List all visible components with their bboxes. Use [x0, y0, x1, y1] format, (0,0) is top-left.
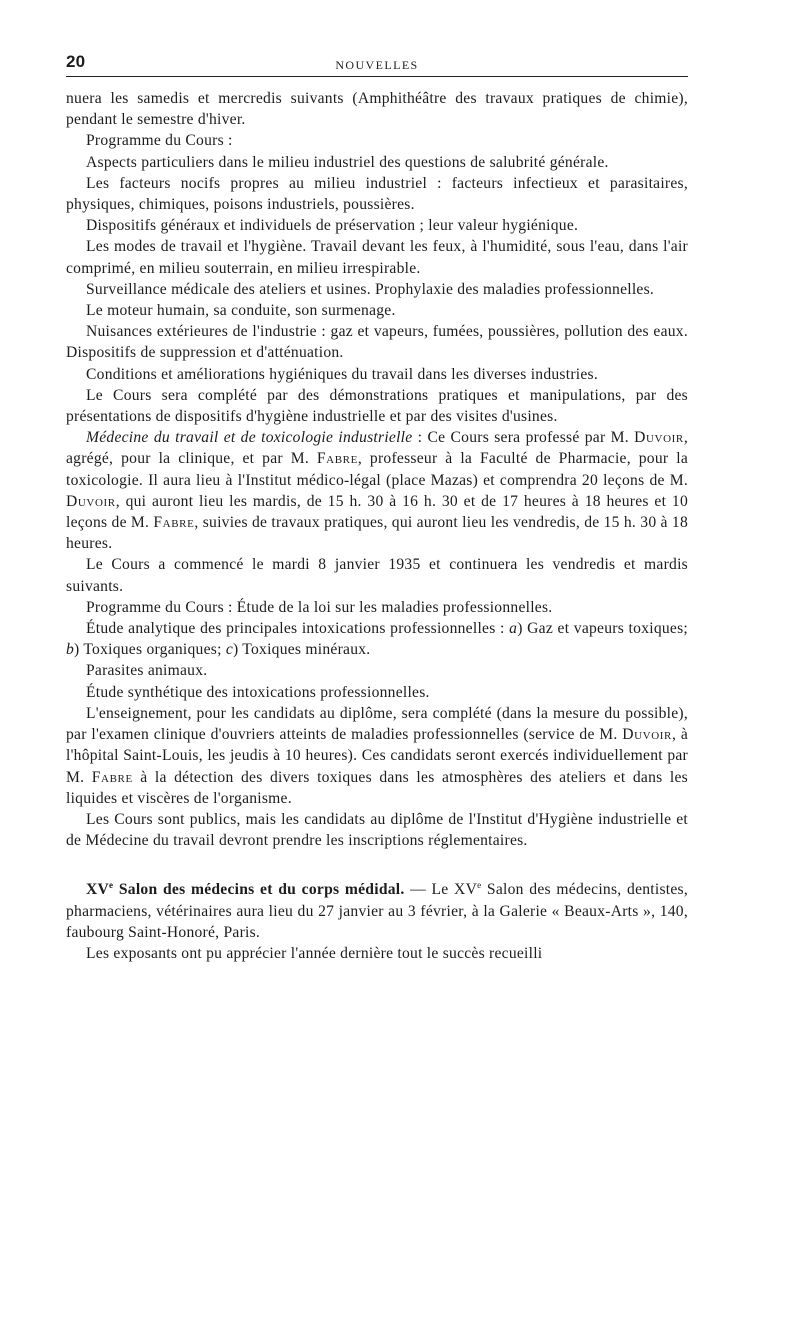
person-name: Fabre [153, 514, 195, 532]
paragraph-dispositifs: Dispositifs généraux et individuels de préservation ; leur valeur hygiénique. [86, 217, 579, 235]
paragraph-etude-synthetique: Étude synthétique des intoxications professionnelles. [86, 683, 430, 701]
paragraph-enseignement: L'enseignement, pour les candidats au diplôme, sera complété (dans la mesure du possible), par l'examen clinique d'ouvriers atteints de maladies professionnelles (service de M. Duvoir, à l'hôpital Saint-Louis, les jeudis à 10 heures). Ces candidats seront exercés individuellement par M. Fabre à la détection des divers toxiques dans les atmosphères des ateliers et dans les liquides et viscères de l'organisme. [66, 704, 689, 807]
paragraph-programme-heading: Programme du Cours : [86, 132, 233, 150]
paragraph-facteurs-nocifs: Les facteurs nocifs propres au milieu industriel : facteurs infectieux et parasitaires, physiques, chimiques, poisons industriels, poussières. [66, 174, 688, 214]
paragraph-nuisances: Nuisances extérieures de l'industrie : gaz et vapeurs, fumées, poussières, pollution des eaux. Dispositifs de suppression et d'atténuation. [66, 323, 688, 362]
paragraph-etude-analytique: Étude analytique des principales intoxications professionnelles : a) Gaz et vapeurs toxiques; b) Toxiques organiques; c) Toxiques minéraux. [66, 620, 688, 659]
paragraph-cours-publics: Les Cours sont publics, mais les candidats au diplôme de l'Institut d'Hygiène industrielle et de Médecine du travail devront prendre les inscriptions réglementaires. [66, 810, 688, 850]
paragraph-surveillance: Surveillance médicale des ateliers et usines. Prophylaxie des maladies professionnelles. [86, 280, 655, 298]
section-heading: XVe Salon des médecins et du corps médidal. [86, 880, 405, 899]
person-name: Duvoir [634, 429, 684, 447]
paragraph-conditions: Conditions et améliorations hygiéniques du travail dans les diverses industries. [86, 365, 598, 383]
paragraph-continuation: nuera les samedis et mercredis suivants (Amphithéâtre des travaux pratiques de chimie), pendant le semestre d'hiver. [66, 90, 688, 129]
paragraph-cours-commence: Le Cours a commencé le mardi 8 janvier 1935 et continuera les vendredis et mardis suivants. [66, 556, 688, 595]
paragraph-medecine-du-travail: Médecine du travail et de toxicologie industrielle : Ce Cours sera professé par M. Duvoir, agrégé, pour la clinique, et par M. Fabre, professeur à la Faculté de Pharmacie, pour la toxicologie. Il aura lieu à l'Institut médico-légal (place Mazas) et comprendra 20 leçons de M. Duvoir, qui auront lieu les mardis, de 15 h. 30 à 16 h. 30 et de 17 heures à 18 heures et 10 leçons de M. Fabre, suivies de travaux pratiques, qui auront lieu les vendredis, de 15 h. 30 à 18 heures. [66, 429, 688, 553]
paragraph-parasites: Parasites animaux. [86, 662, 208, 680]
person-name: Duvoir [622, 726, 672, 744]
course-title: Médecine du travail et de toxicologie industrielle [86, 429, 413, 447]
running-head: NOUVELLES [335, 58, 419, 72]
paragraph-salon: XVe Salon des médecins et du corps médidal. — Le XVe Salon des médecins, dentistes, pharmaciens, vétérinaires aura lieu du 27 janvier au 3 février, à la Galerie « Beaux-Arts », 140, faubourg Saint-Honoré, Paris. [66, 880, 688, 941]
paragraph-modes-de-travail: Les modes de travail et l'hygiène. Travail devant les feux, à l'humidité, sous l'eau, dans l'air comprimé, en milieu souterrain, en milieu irrespirable. [66, 238, 688, 277]
person-name: Fabre [91, 768, 133, 786]
paragraph-exposants: Les exposants ont pu apprécier l'année dernière tout le succès recueilli [86, 944, 543, 962]
person-name: Fabre [316, 450, 358, 468]
paragraph-cours-complete: Le Cours sera complété par des démonstrations pratiques et manipulations, par des présentations de dispositifs d'hygiène industrielle et par des visites d'usines. [66, 386, 688, 426]
paragraph-programme-etude: Programme du Cours : Étude de la loi sur les maladies professionnelles. [86, 598, 553, 616]
document-page [66, 48, 688, 964]
paragraph-aspects: Aspects particuliers dans le milieu industriel des questions de salubrité générale. [86, 153, 609, 171]
body-text [66, 88, 688, 964]
section-gap [66, 851, 688, 879]
page-header [66, 48, 688, 77]
paragraph-moteur-humain: Le moteur humain, sa conduite, son surmenage. [86, 302, 396, 320]
person-name: Duvoir [66, 492, 116, 510]
page-number: 20 [66, 52, 86, 71]
